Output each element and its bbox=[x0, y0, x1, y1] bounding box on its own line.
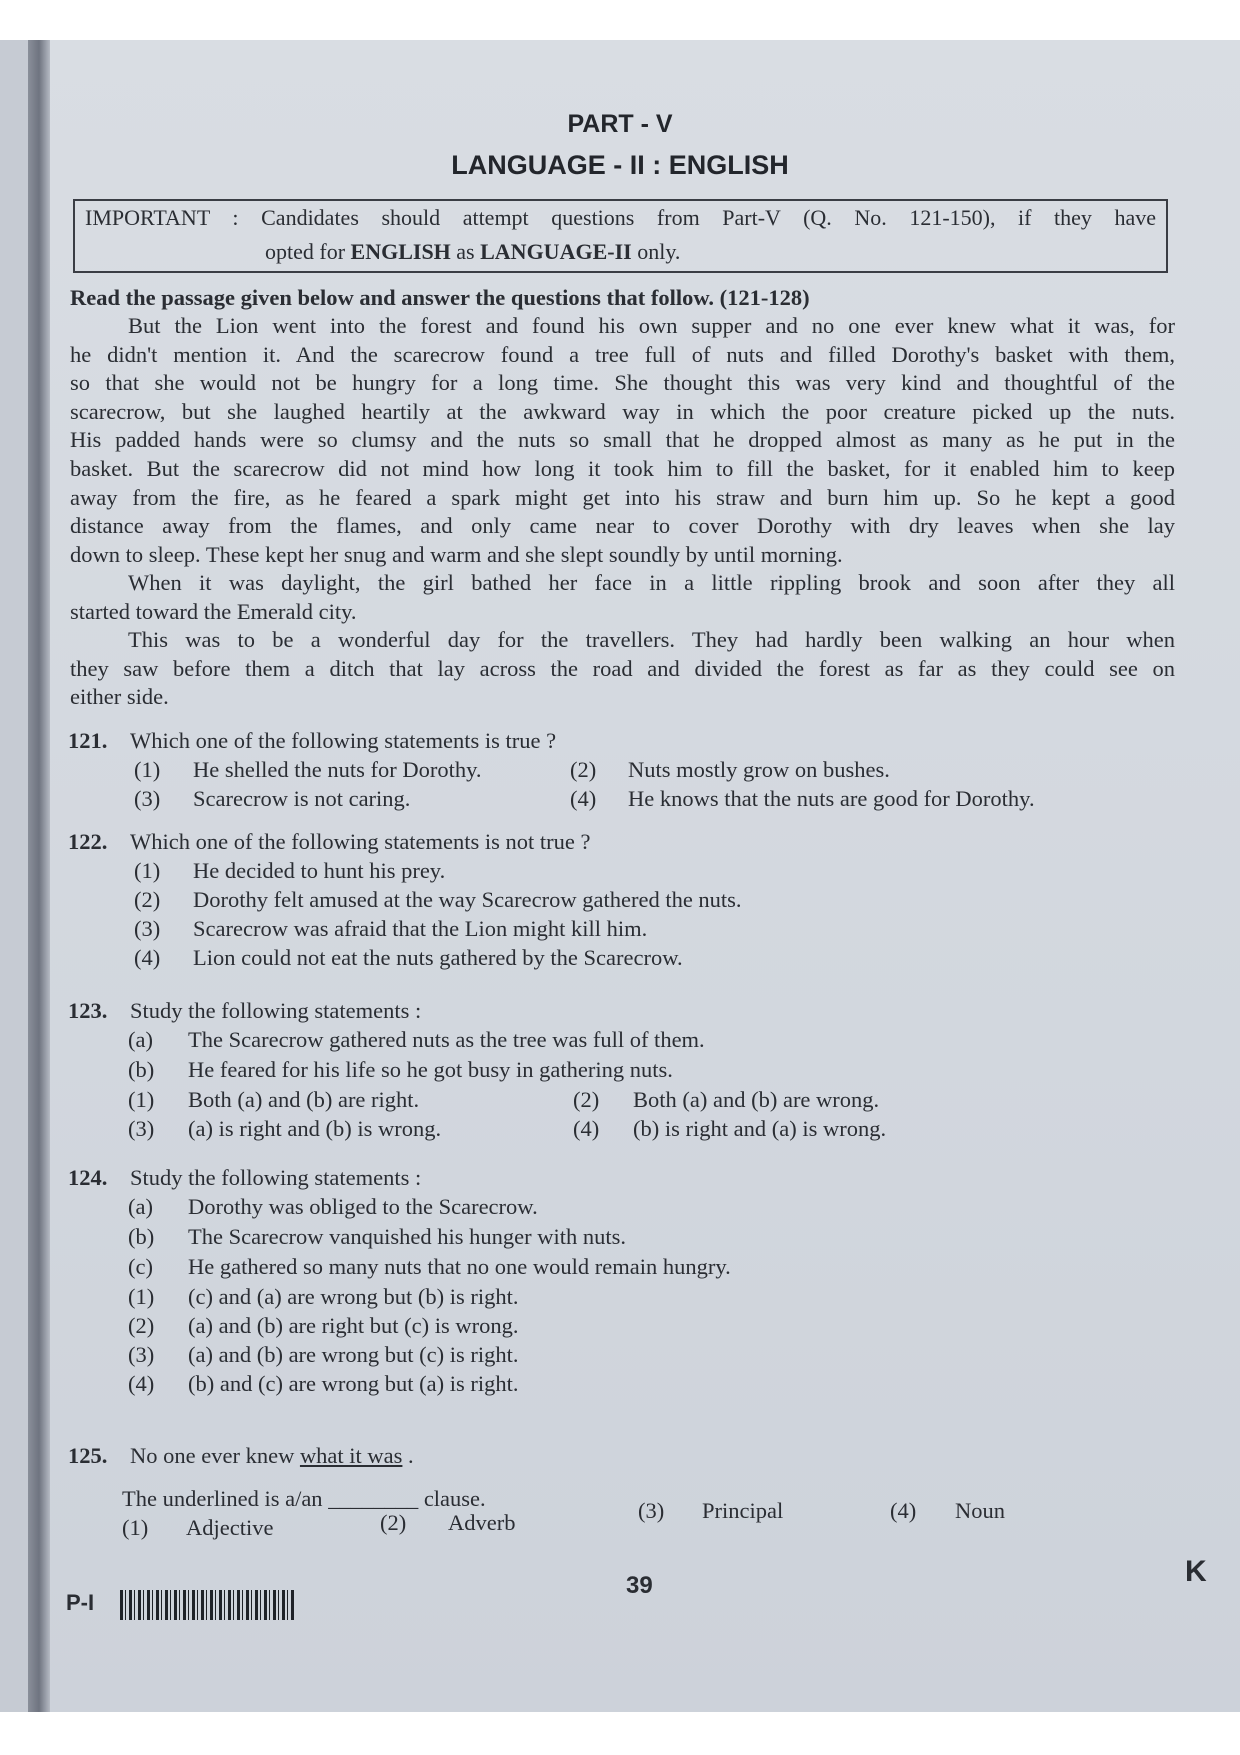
page-number: 39 bbox=[626, 1572, 653, 1599]
option-text[interactable]: (b) is right and (a) is wrong. bbox=[633, 1116, 887, 1141]
option-number[interactable]: (4) bbox=[573, 1116, 600, 1141]
passage-line: basket. But the scarecrow did not mind how long it took him to fill the basket, for it enabled him to keep bbox=[70, 456, 1175, 481]
notice-label: IMPORTANT : bbox=[85, 205, 239, 230]
question-text: No one ever knew what it was . bbox=[130, 1443, 414, 1468]
option-number[interactable]: (4) bbox=[128, 1371, 155, 1396]
passage-line: distance away from the flames, and only came near to cover Dorothy with dry leaves when she lay bbox=[70, 513, 1175, 539]
option-number[interactable]: (3) bbox=[638, 1498, 665, 1523]
question-subtext: The underlined is a/an ________ clause. bbox=[122, 1486, 486, 1511]
option-text[interactable]: Dorothy felt amused at the way Scarecrow gathered the nuts. bbox=[193, 887, 742, 912]
passage-instruction: Read the passage given below and answer the questions that follow. (121-128) bbox=[70, 285, 810, 310]
option-text[interactable]: He shelled the nuts for Dorothy. bbox=[193, 757, 482, 782]
option-number[interactable]: (3) bbox=[128, 1342, 155, 1367]
passage-line: so that she would not be hungry for a long time. She thought this was very kind and thoughtful of the bbox=[70, 370, 1175, 396]
option-text[interactable]: Nuts mostly grow on bushes. bbox=[628, 757, 890, 782]
passage-line: His padded hands were so clumsy and the nuts so small that he dropped almost as many as he put in the bbox=[70, 427, 1175, 453]
question-text: Study the following statements : bbox=[130, 1165, 422, 1190]
statement-text: The Scarecrow gathered nuts as the tree was full of them. bbox=[188, 1027, 705, 1052]
option-number[interactable]: (4) bbox=[890, 1498, 917, 1523]
question-number: 124. bbox=[68, 1165, 108, 1190]
passage-line: started toward the Emerald city. bbox=[70, 598, 357, 624]
question-number: 122. bbox=[68, 829, 108, 854]
option-number[interactable]: (3) bbox=[128, 1116, 155, 1141]
statement-label: (b) bbox=[128, 1224, 155, 1249]
option-text[interactable]: Scarecrow is not caring. bbox=[193, 786, 411, 811]
important-notice bbox=[73, 199, 1168, 273]
passage-line: they saw before them a ditch that lay across the road and divided the forest as far as they could see on bbox=[70, 655, 1175, 681]
question-number: 123. bbox=[68, 998, 108, 1023]
option-number[interactable]: (1) bbox=[134, 858, 161, 883]
statement-label: (b) bbox=[128, 1057, 155, 1082]
question-number: 121. bbox=[68, 728, 108, 753]
option-text[interactable]: (a) and (b) are right but (c) is wrong. bbox=[188, 1313, 519, 1338]
book-binding bbox=[28, 40, 50, 1712]
passage-line: either side. bbox=[70, 684, 169, 710]
option-number[interactable]: (1) bbox=[128, 1284, 155, 1309]
statement-text: He feared for his life so he got busy in gathering nuts. bbox=[188, 1057, 673, 1082]
passage-line: When it was daylight, the girl bathed her face in a little rippling brook and soon after they all bbox=[128, 570, 1175, 595]
notice-line-1: Candidates should attempt questions from Part-V (Q. No. 121-150), if they have bbox=[261, 205, 1157, 230]
passage-line: This was to be a wonderful day for the travellers. They had hardly been walking an hour when bbox=[128, 627, 1175, 652]
option-text[interactable]: Noun bbox=[955, 1498, 1005, 1523]
series-letter: K bbox=[1185, 1555, 1207, 1588]
part-heading: PART - V bbox=[567, 110, 673, 138]
option-number[interactable]: (4) bbox=[134, 945, 161, 970]
passage-line: down to sleep. These kept her snug and warm and she slept soundly by until morning. bbox=[70, 541, 843, 567]
question-number: 125. bbox=[68, 1443, 108, 1468]
passage-line: But the Lion went into the forest and found his own supper and no one ever knew what it was, for bbox=[128, 313, 1175, 338]
option-number[interactable]: (1) bbox=[134, 757, 161, 782]
option-text[interactable]: Adjective bbox=[186, 1515, 274, 1540]
option-text[interactable]: He decided to hunt his prey. bbox=[193, 858, 446, 883]
option-text[interactable]: Lion could not eat the nuts gathered by the Scarecrow. bbox=[193, 945, 683, 970]
statement-label: (a) bbox=[128, 1194, 153, 1219]
section-title: LANGUAGE - II : ENGLISH bbox=[451, 150, 789, 180]
option-number[interactable]: (3) bbox=[134, 916, 161, 941]
passage-line: he didn't mention it. And the scarecrow found a tree full of nuts and filled Dorothy's basket with them, bbox=[70, 341, 1175, 367]
question-text: Study the following statements : bbox=[130, 998, 422, 1023]
option-text[interactable]: (b) and (c) are wrong but (a) is right. bbox=[188, 1371, 519, 1396]
statement-text: He gathered so many nuts that no one would remain hungry. bbox=[188, 1254, 731, 1279]
option-text[interactable]: (a) and (b) are wrong but (c) is right. bbox=[188, 1342, 519, 1367]
option-number[interactable]: (4) bbox=[570, 786, 597, 811]
statement-label: (c) bbox=[128, 1254, 153, 1279]
option-number[interactable]: (1) bbox=[122, 1515, 149, 1540]
notice-line-2: opted for ENGLISH as LANGUAGE-II only. bbox=[265, 239, 681, 264]
option-text[interactable]: Adverb bbox=[448, 1510, 516, 1535]
statement-label: (a) bbox=[128, 1027, 153, 1052]
barcode bbox=[120, 1590, 295, 1620]
question-text: Which one of the following statements is true ? bbox=[130, 728, 557, 753]
option-number[interactable]: (1) bbox=[128, 1087, 155, 1112]
option-number[interactable]: (2) bbox=[134, 887, 161, 912]
passage-line: away from the fire, as he feared a spark might get into his straw and burn him up. So he kept a good bbox=[70, 484, 1175, 510]
option-text[interactable]: Scarecrow was afraid that the Lion might kill him. bbox=[193, 916, 648, 941]
option-number[interactable]: (2) bbox=[128, 1313, 155, 1338]
option-number[interactable]: (2) bbox=[573, 1087, 600, 1112]
statement-text: Dorothy was obliged to the Scarecrow. bbox=[188, 1194, 538, 1219]
option-text[interactable]: (c) and (a) are wrong but (b) is right. bbox=[188, 1284, 519, 1309]
option-text[interactable]: (a) is right and (b) is wrong. bbox=[188, 1116, 442, 1141]
option-number[interactable]: (2) bbox=[570, 757, 597, 782]
option-number[interactable]: (2) bbox=[380, 1510, 407, 1535]
paper-code: P-I bbox=[66, 1590, 95, 1615]
option-text[interactable]: Principal bbox=[702, 1498, 784, 1523]
option-text[interactable]: He knows that the nuts are good for Dorothy. bbox=[628, 786, 1035, 811]
passage-line: scarecrow, but she laughed heartily at the awkward way in which the poor creature picked up the nuts. bbox=[70, 398, 1175, 424]
question-text: Which one of the following statements is not true ? bbox=[130, 829, 591, 854]
page-edge bbox=[0, 40, 28, 1712]
option-text[interactable]: Both (a) and (b) are right. bbox=[188, 1087, 420, 1112]
option-text[interactable]: Both (a) and (b) are wrong. bbox=[633, 1087, 880, 1112]
statement-text: The Scarecrow vanquished his hunger with nuts. bbox=[188, 1224, 627, 1249]
option-number[interactable]: (3) bbox=[134, 786, 161, 811]
